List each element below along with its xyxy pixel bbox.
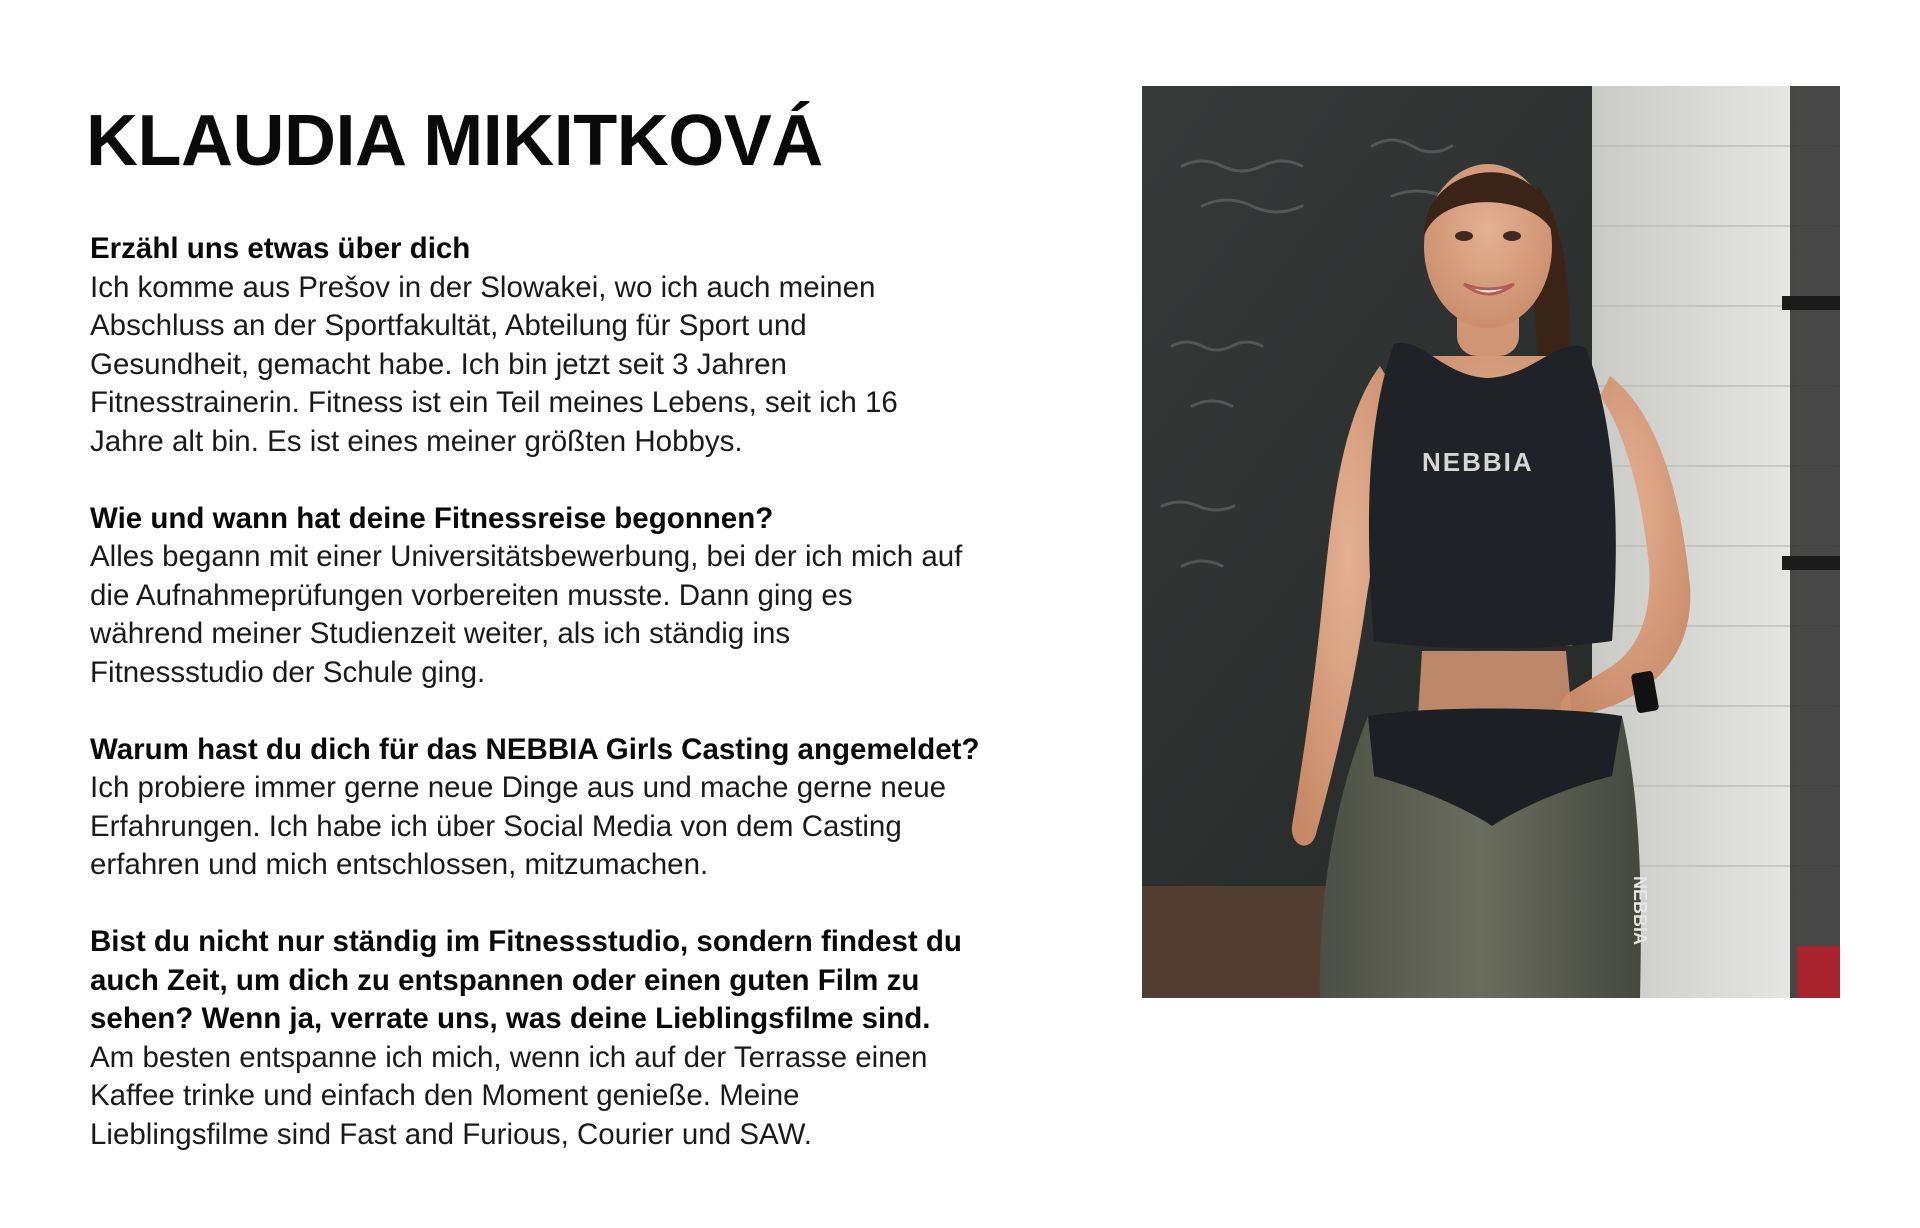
answer-2 [90,538,1060,692]
answer-line: während meiner Studienzeit weiter, als ich ständig ins [90,617,791,651]
question-line: auch Zeit, um dich zu entspannen oder einen guten Film zu [90,963,920,997]
answer-line: die Aufnahmeprüfungen vorbereiten musste. Dann ging es [90,578,853,612]
answer-line: Lieblingsfilme sind Fast and Furious, Courier und SAW. [90,1117,812,1151]
red-equipment [1797,946,1840,998]
page-title: KLAUDIA MIKITKOVÁ [86,101,823,181]
answer-line: Jahre alt bin. Es ist eines meiner größten Hobbys. [90,424,743,458]
answer-line: Ich probiere immer gerne neue Dinge aus und mache gerne neue [90,771,947,805]
answer-line: Fitnesstrainerin. Fitness ist ein Teil meines Lebens, seit ich 16 [90,386,898,420]
equipment-rack [1790,86,1840,998]
question-line: Erzähl uns etwas über dich [90,232,471,265]
qa-block-4 [90,923,1060,1155]
answer-line: Kaffee trinke und einfach den Moment genieße. Meine [90,1079,800,1113]
question-line: sehen? Wenn ja, verrate uns, was deine Lieblingsfilme sind. [90,1002,931,1036]
question-3 [90,731,1060,770]
legging-print-text: NEBBIA [1630,876,1650,946]
question-2 [90,500,1060,539]
answer-line: Alles begann mit einer Universitätsbewerbung, bei der ich mich auf [90,540,963,574]
top-print-text: NEBBIA [1422,447,1534,477]
answer-line: Gesundheit, gemacht habe. Ich bin jetzt seit 3 Jahren [90,347,787,381]
answer-4 [90,1039,1060,1155]
answer-line: Fitnessstudio der Schule ging. [90,655,486,689]
answer-line: Abschluss an der Sportfakultät, Abteilung für Sport und [90,309,807,343]
question-line: Bist du nicht nur ständig im Fitnessstudio, sondern findest du [90,924,962,958]
question-4 [90,923,1060,1039]
question-line: Warum hast du dich für das NEBBIA Girls Casting angemeldet? [90,732,980,766]
crop-top [1369,343,1616,649]
answer-3 [90,769,1060,885]
qa-block-1 [90,230,1060,462]
answer-1 [90,269,1060,462]
profile-photo [1142,86,1840,998]
interview-content [90,230,1060,1192]
qa-block-3 [90,731,1060,885]
answer-line: Erfahrungen. Ich habe ich über Social Media von dem Casting [90,809,902,843]
question-line: Wie und wann hat deine Fitnessreise begonnen? [90,501,774,535]
answer-line: Am besten entspanne ich mich, wenn ich auf der Terrasse einen [90,1040,928,1074]
qa-block-2 [90,500,1060,693]
answer-line: erfahren und mich entschlossen, mitzumachen. [90,848,709,882]
answer-line: Ich komme aus Prešov in der Slowakei, wo ich auch meinen [90,270,876,304]
question-1 [90,230,1060,269]
